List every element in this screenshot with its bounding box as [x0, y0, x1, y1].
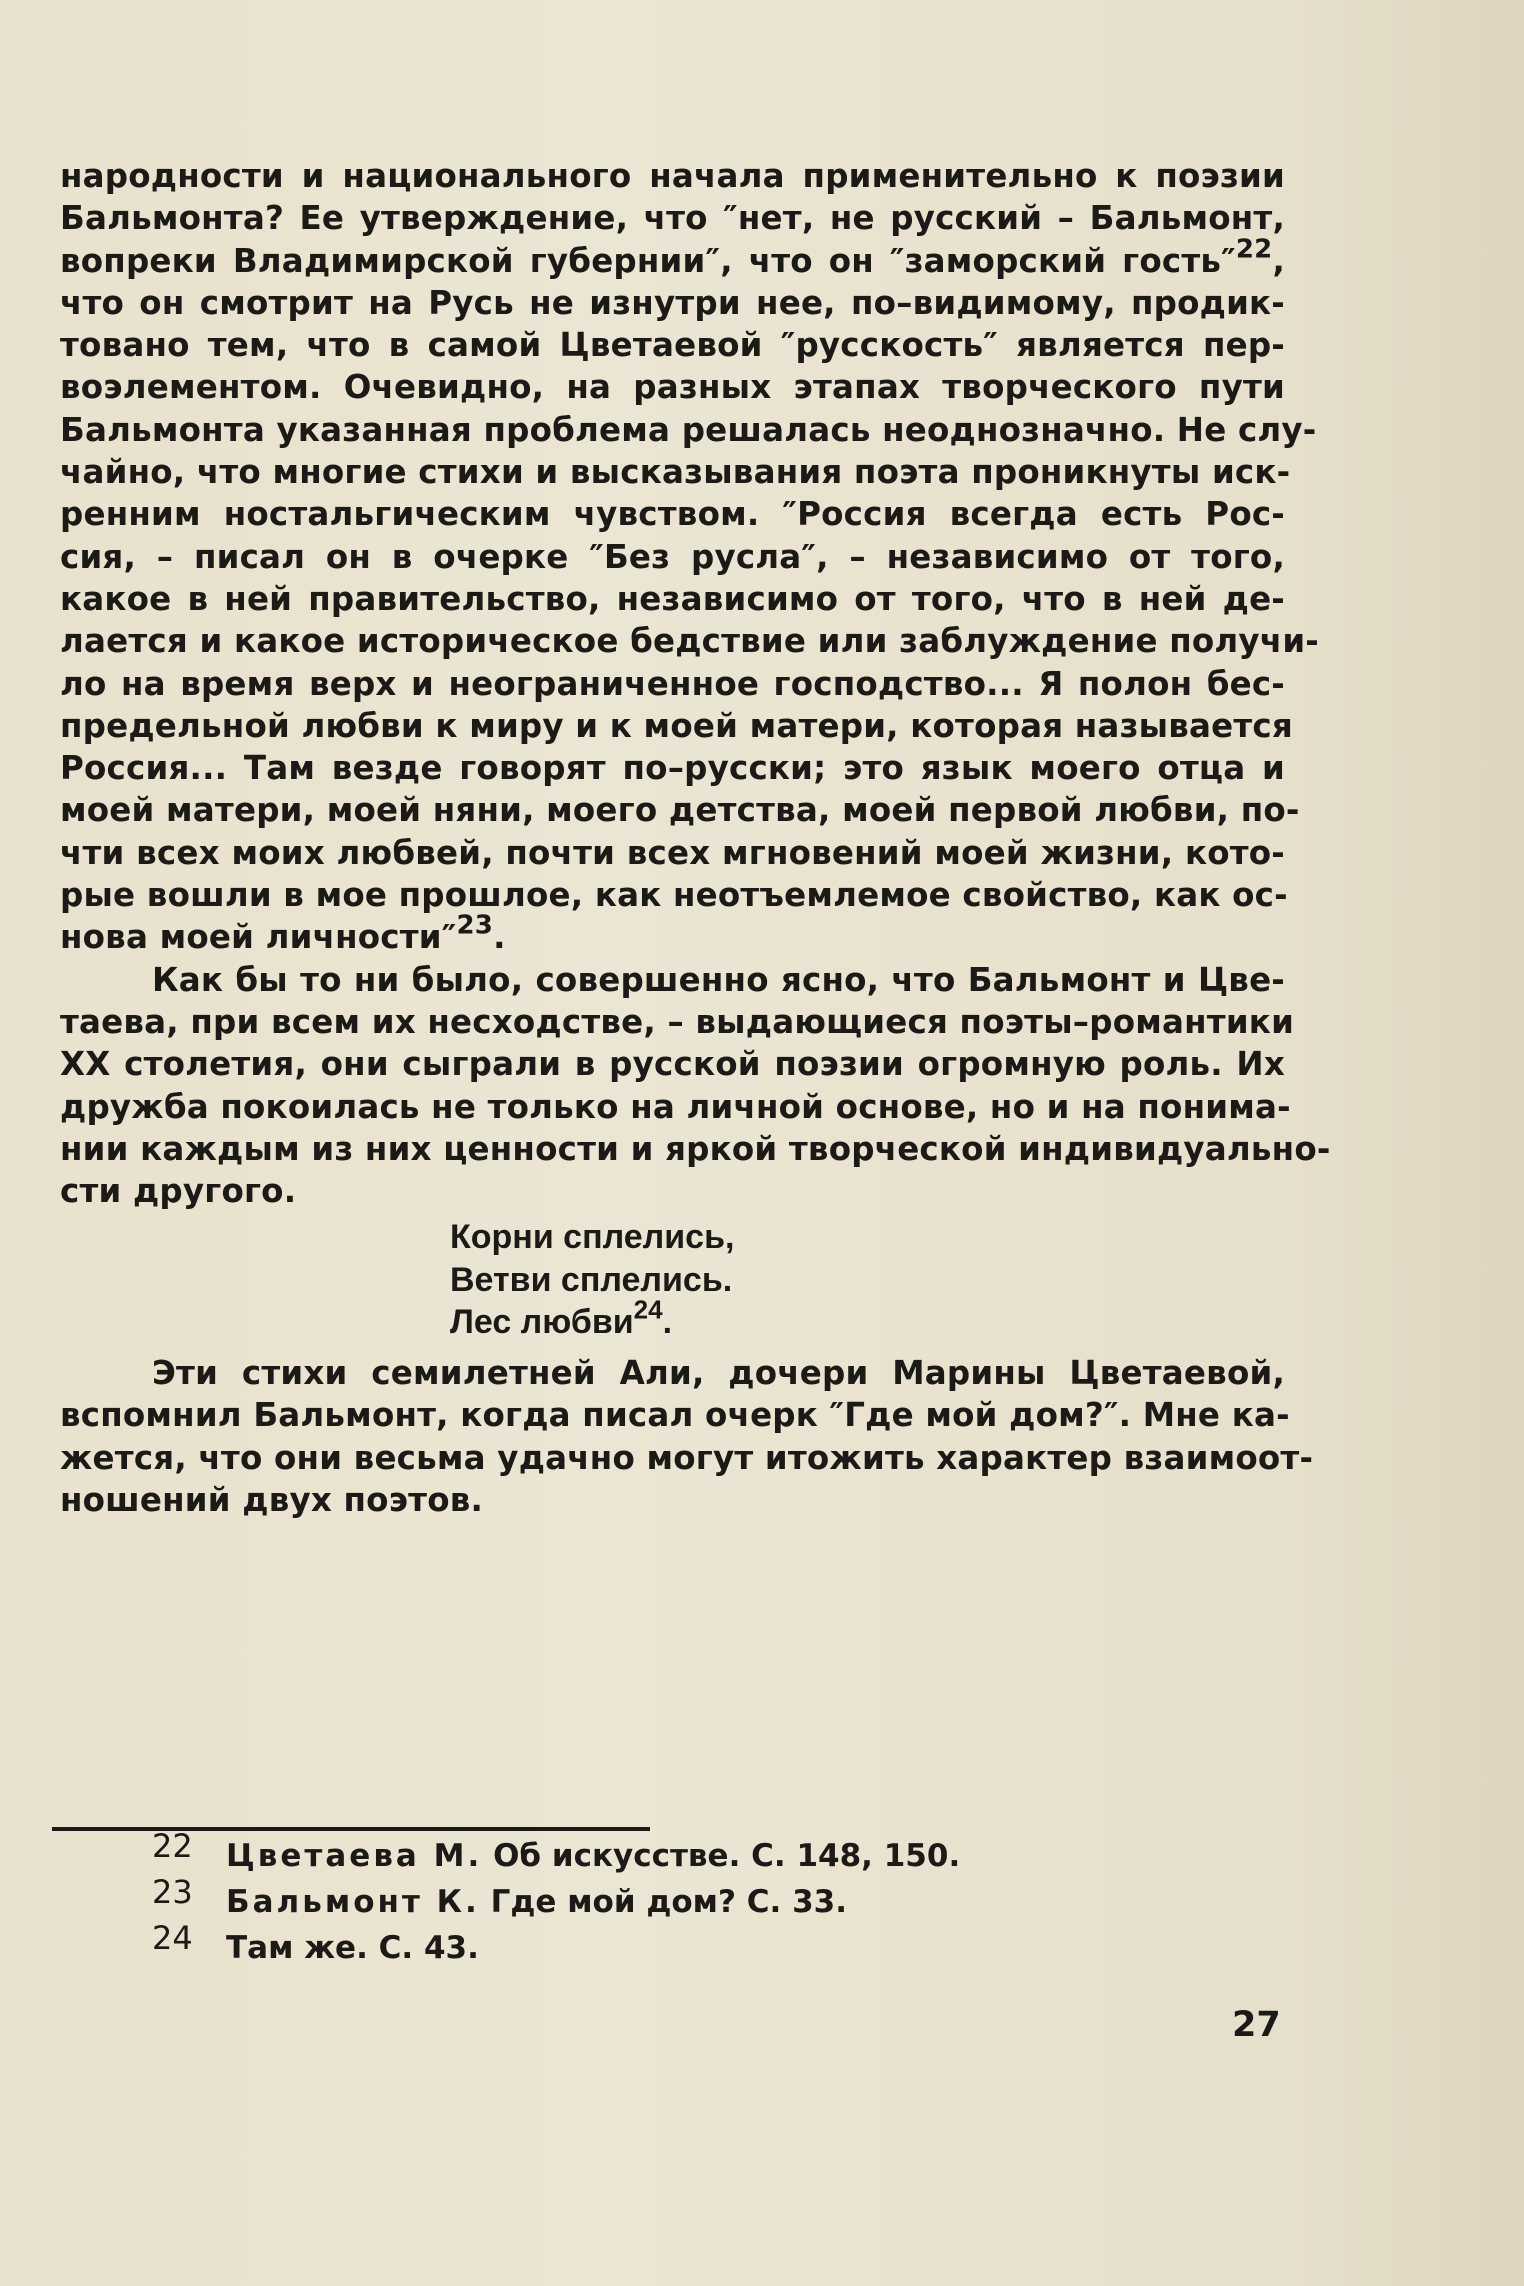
footnote-author: Цветаева М.: [226, 1838, 483, 1874]
poem-line: [450, 1295, 1285, 1344]
text-line: дружба покоилась не только на личной основе, но и на понима-: [60, 1087, 1291, 1126]
text-line: какое в ней правительство, независимо от того, что в ней де-: [60, 579, 1285, 618]
footnote-separator: [52, 1827, 650, 1831]
poem-line: Ветви сплелись.: [450, 1260, 733, 1299]
text-line: [60, 911, 1285, 958]
text-line: Как бы то ни было, совершенно ясно, что Бальмонт и Цве-: [152, 960, 1285, 999]
footnote-author: Бальмонт К.: [226, 1884, 480, 1920]
text-line: ренним ностальгическим чувством. ″Россия всегда есть Рос-: [60, 495, 1285, 534]
footnote-ref-22: 22: [1235, 234, 1273, 265]
poem-quote: [450, 1216, 1285, 1344]
text-line: сти другого.: [60, 1172, 297, 1211]
text-line: ношений двух поэтов.: [60, 1480, 484, 1519]
text-line: вспомнил Бальмонт, когда писал очерк ″Где мой дом?″. Мне ка-: [60, 1396, 1290, 1435]
text-line: ло на время верх и неограниченное господство... Я полон бес-: [60, 664, 1285, 703]
text-line: что он смотрит на Русь не изнутри нее, по–видимому, продик-: [60, 283, 1285, 322]
text-line: таева, при всем их несходстве, – выдающиеся поэты–романтики: [60, 1002, 1295, 1041]
text-line: моей матери, моей няни, моего детства, моей первой любви, по-: [60, 791, 1300, 830]
footnote-number: 22: [152, 1827, 193, 1865]
text-line: [60, 234, 1285, 282]
text-line: предельной любви к миру и к моей матери, которая называется: [60, 706, 1293, 745]
text-line: рые вошли в мое прошлое, как неотъемлемое свойство, как ос-: [60, 876, 1288, 915]
text-fragment: вопреки Владимирской губернии″, что он ″заморский гость″: [60, 241, 1236, 280]
text-line: Бальмонта указанная проблема решалась неоднозначно. Не слу-: [60, 410, 1317, 449]
footnote-ref-23: 23: [456, 911, 494, 942]
text-line: Эти стихи семилетней Али, дочери Марины Цветаевой,: [152, 1353, 1285, 1392]
text-fragment: .: [662, 1303, 673, 1342]
text-line: нии каждым из них ценности и яркой творческой индивидуально-: [60, 1129, 1331, 1168]
main-text: [60, 155, 1331, 1521]
text-line: лается и какое историческое бедствие или заблуждение получи-: [60, 622, 1319, 661]
poem-line: Корни сплелись,: [450, 1218, 735, 1257]
text-line: Россия... Там везде говорят по–русски; это язык моего отца и: [60, 749, 1285, 788]
footnote: [148, 1919, 960, 1971]
text-line: XX столетия, они сыграли в русской поэзии огромную роль. Их: [60, 1045, 1285, 1084]
footnote-ref-24: 24: [633, 1295, 663, 1326]
footnote: [148, 1873, 960, 1925]
footnote-text: Где мой дом? С. 33.: [490, 1884, 848, 1920]
text-line: чти всех моих любвей, почти всех мгновений моей жизни, кото-: [60, 833, 1285, 872]
text-line: товано тем, что в самой Цветаевой ″русскость″ является пер-: [60, 326, 1285, 365]
text-line: Бальмонта? Ее утверждение, что ″нет, не русский – Бальмонт,: [60, 199, 1285, 238]
text-fragment: Лес любви: [450, 1303, 634, 1342]
text-line: народности и национального начала применительно к поэзии: [60, 157, 1285, 195]
footnote: [148, 1827, 961, 1879]
page-number: 27: [1232, 2005, 1281, 2045]
footnote-text: Там же. С. 43.: [226, 1930, 479, 1966]
footnote-number: 23: [152, 1873, 193, 1911]
text-line: жется, что они весьма удачно могут итожить характер взаимоот-: [60, 1438, 1314, 1477]
text-line: воэлементом. Очевидно, на разных этапах творческого пути: [60, 368, 1285, 407]
text-fragment: .: [493, 918, 506, 957]
footnote-number: 24: [152, 1919, 193, 1957]
text-line: сия, – писал он в очерке ″Без русла″, – независимо от того,: [60, 537, 1285, 576]
text-line: чайно, что многие стихи и высказывания поэта проникнуты иск-: [60, 453, 1291, 492]
text-fragment: нова моей личности″: [60, 918, 457, 957]
footnotes: [148, 1827, 961, 1971]
text-fragment: ,: [1272, 241, 1285, 280]
footnote-text: Об искусстве. С. 148, 150.: [493, 1838, 961, 1874]
